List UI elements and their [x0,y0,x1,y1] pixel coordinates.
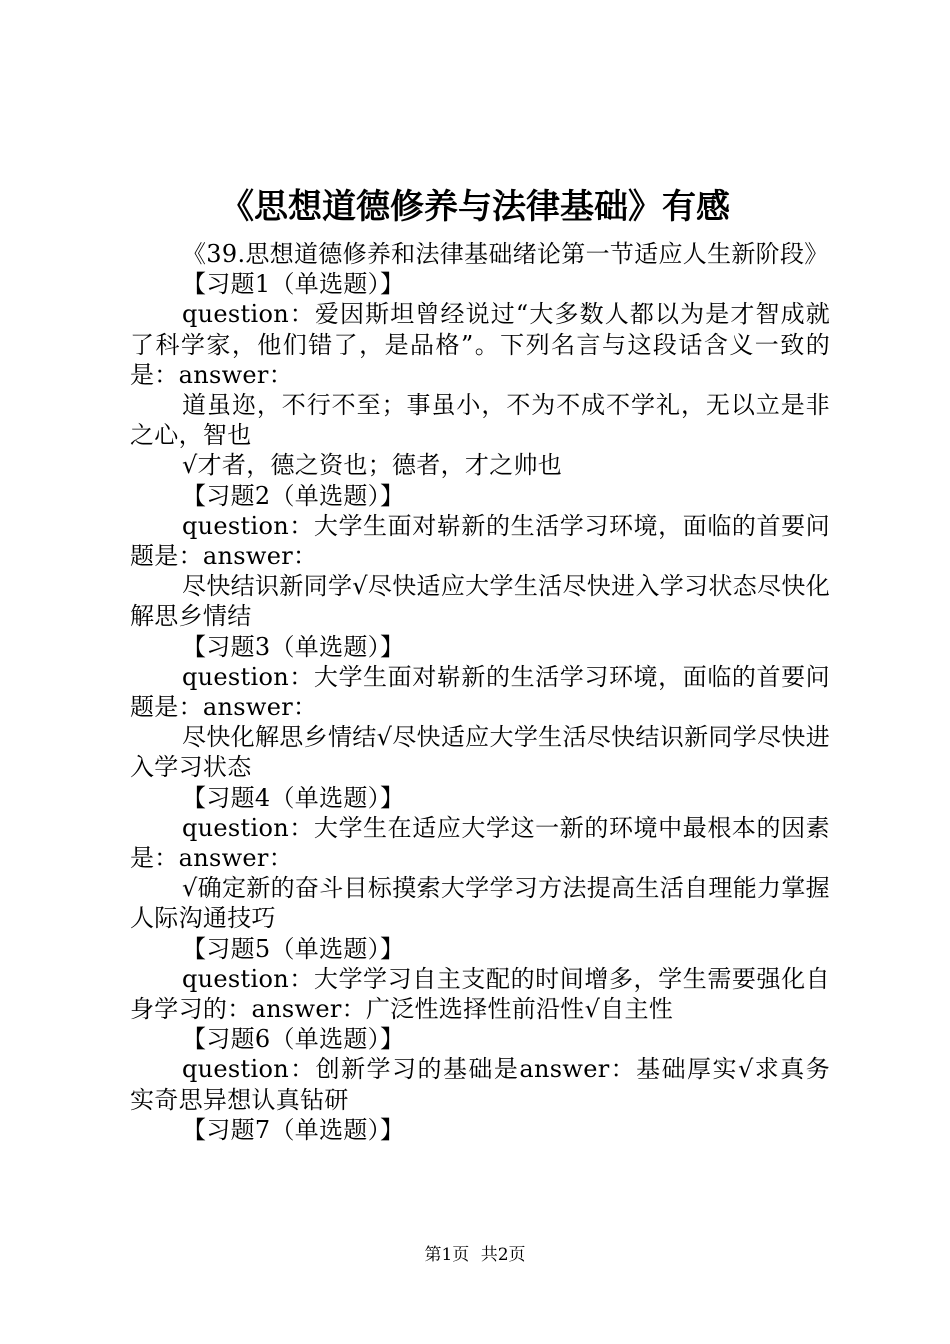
document-body [130,239,830,1145]
exercise-heading: 【习题7（单选题）】 [182,1115,405,1144]
question-text: question：创新学习的基础是answer：基础厚实√求真务实奇思异想认真钻研 [130,1055,830,1114]
exercise-heading: 【习题3（单选题）】 [182,632,405,661]
answer-options: 尽快结识新同学√尽快适应大学生活尽快进入学习状态尽快化解思乡情结 [130,572,830,631]
exercise-heading: 【习题6（单选题）】 [182,1025,405,1054]
question-text: question：大学生在适应大学这一新的环境中最根本的因素是：answer： [130,813,830,873]
question-text: question：大学生面对崭新的生活学习环境，面临的首要问题是：answer： [130,662,830,722]
page-number: 第1页 [424,1245,470,1265]
exercise-heading: 【习题1（单选题）】 [182,270,405,299]
exercise-heading: 【习题2（单选题）】 [182,481,405,510]
page-footer [0,1243,950,1267]
answer-options: √确定新的奋斗目标摸索大学学习方法提高生活自理能力掌握人际沟通技巧 [130,874,830,933]
page-total: 共2页 [480,1245,526,1265]
exercise-heading: 【习题5（单选题）】 [182,934,405,963]
answer-options: 道虽迩，不行不至；事虽小，不为不成不学礼，无以立是非之心，智也 [130,391,830,450]
paragraph: 《39.思想道德修养和法律基础绪论第一节适应人生新阶段》 [182,240,829,268]
question-text: question：大学生面对崭新的生活学习环境，面临的首要问题是：answer： [130,511,830,571]
question-text: question：大学学习自主支配的时间增多，学生需要强化自身学习的：answer：广泛性选择性前沿性√自主性 [130,964,830,1024]
document-title: 《思想道德修养与法律基础》有感 [220,187,730,227]
exercise-heading: 【习题4（单选题）】 [182,783,405,812]
answer-options: 尽快化解思乡情结√尽快适应大学生活尽快结识新同学尽快进入学习状态 [130,723,830,782]
answer-options: √才者，德之资也；德者，才之帅也 [182,451,563,480]
question-text: question：爱因斯坦曾经说过“大多数人都以为是才智成就了科学家，他们错了，是品格”。下列名言与这段话含义一致的是：answer： [130,300,830,389]
